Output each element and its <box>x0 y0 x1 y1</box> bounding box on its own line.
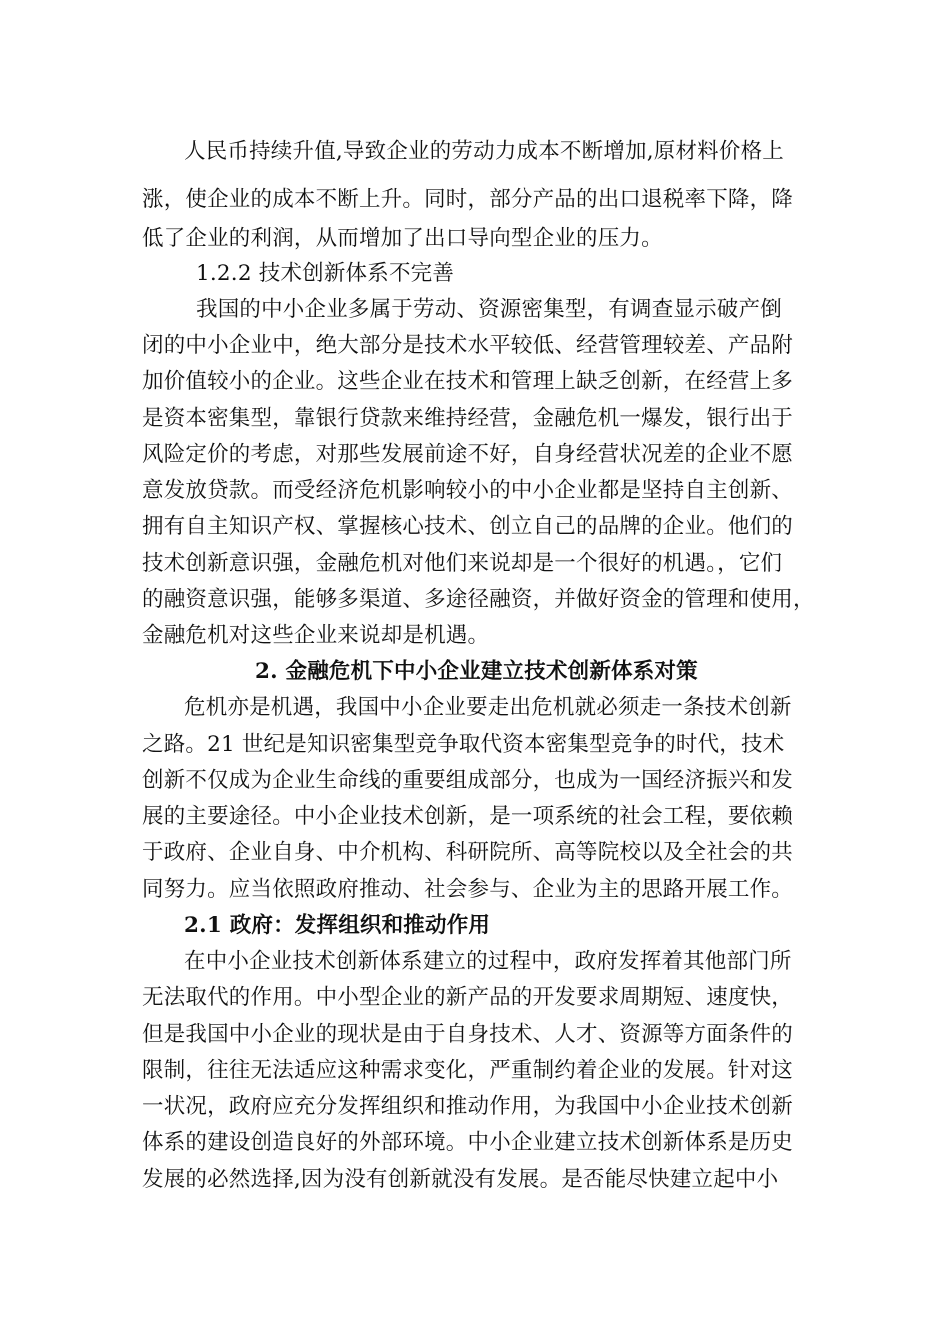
paragraph-line: 危机亦是机遇，我国中小企业要走出危机就必须走一条技术创新 <box>184 695 792 720</box>
paragraph-line: 一状况，政府应充分发挥组织和推动作用，为我国中小企业技术创新 <box>142 1094 794 1119</box>
paragraph-line: 无法取代的作用。中小型企业的新产品的开发要求周期短、速度快， <box>142 985 794 1010</box>
paragraph-line: 涨，使企业的成本不断上升。同时，部分产品的出口退税率下降，降 <box>142 187 794 212</box>
paragraph-line: 于政府、企业自身、中介机构、科研院所、高等院校以及全社会的共 <box>142 840 794 865</box>
paragraph-line: 加价值较小的企业。这些企业在技术和管理上缺乏创新，在经营上多 <box>142 369 794 394</box>
paragraph-line: 风险定价的考虑，对那些发展前途不好，自身经营状况差的企业不愿 <box>142 442 794 467</box>
paragraph-line: 意发放贷款。而受经济危机影响较小的中小企业都是坚持自主创新、 <box>142 478 794 503</box>
paragraph-line: 金融危机对这些企业来说却是机遇。 <box>142 623 490 648</box>
section-heading-2: 2. 金融危机下中小企业建立技术创新体系对策 <box>255 659 698 684</box>
paragraph-line: 展的主要途径。中小企业技术创新，是一项系统的社会工程，要依赖 <box>142 804 794 829</box>
paragraph-line: 在中小企业技术创新体系建立的过程中，政府发挥着其他部门所 <box>184 949 792 974</box>
paragraph-line: 我国的中小企业多属于劳动、资源密集型，有调查显示破产倒 <box>196 297 782 322</box>
section-heading-1-2-2: 1.2.2 技术创新体系不完善 <box>196 261 455 286</box>
paragraph-line: 技术创新意识强，金融危机对他们来说却是一个很好的机遇。，它们 <box>142 551 783 576</box>
paragraph-line: 之路。21 世纪是知识密集型竞争取代资本密集型竞争的时代，技术 <box>142 732 785 757</box>
paragraph-line: 拥有自主知识产权、掌握核心技术、创立自己的品牌的企业。他们的 <box>142 514 794 539</box>
paragraph-line: 低了企业的利润，从而增加了出口导向型企业的压力。 <box>142 226 663 251</box>
paragraph-line: 体系的建设创造良好的外部环境。中小企业建立技术创新体系是历史 <box>142 1130 794 1155</box>
paragraph-line: 是资本密集型，靠银行贷款来维持经营，金融危机一爆发，银行出于 <box>142 406 794 431</box>
paragraph-line: 创新不仅成为企业生命线的重要组成部分，也成为一国经济振兴和发 <box>142 768 794 793</box>
section-heading-2-1: 2.1 政府：发挥组织和推动作用 <box>184 913 491 938</box>
paragraph-line: 但是我国中小企业的现状是由于自身技术、人才、资源等方面条件的 <box>142 1022 794 1047</box>
paragraph-line: 发展的必然选择,因为没有创新就没有发展。是否能尽快建立起中小 <box>142 1167 779 1192</box>
paragraph-line: 同努力。应当依照政府推动、社会参与、企业为主的思路开展工作。 <box>142 877 794 902</box>
paragraph-line: 的融资意识强，能够多渠道、多途径融资，并做好资金的管理和使用， <box>142 587 815 612</box>
paragraph-line: 人民币持续升值,导致企业的劳动力成本不断增加,原材料价格上 <box>184 139 784 164</box>
paragraph-line: 限制，往往无法适应这种需求变化，严重制约着企业的发展。针对这 <box>142 1058 794 1083</box>
paragraph-line: 闭的中小企业中，绝大部分是技术水平较低、经营管理较差、产品附 <box>142 333 794 358</box>
